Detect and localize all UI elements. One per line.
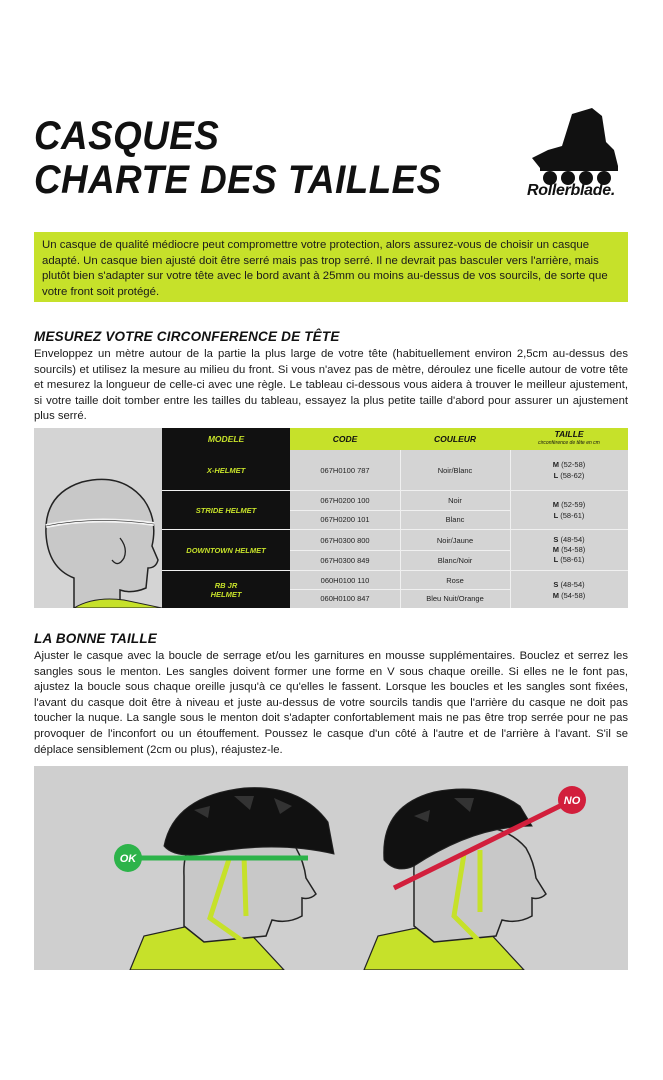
head-measure-illustration — [34, 428, 162, 608]
intro-box: Un casque de qualité médiocre peut compromettre votre protection, alors assurez-vous de choisir un casque adapté. Un casque bien ajusté doit être serré mais pas trop serré. Il ne devrait pas basculer vers l'arrière, mais plutôt bien s'adapter sur votre tête avec le bord avant à 25mm ou moins au-dessus de vos sourcils, de sorte que votre front soit protégé. — [34, 232, 628, 302]
color-cell: Blanc/Noir — [437, 555, 473, 565]
color-cell: Rose — [446, 575, 464, 585]
header-size — [510, 428, 628, 450]
measure-body: Enveloppez un mètre autour de la partie la plus large de votre tête (habituellement environ 2,5cm au-dessus des sourcils) et utilisez la mesure au milieu du front. Si vous n'avez pas de mètre, déroulez une ficelle autour de votre tête et mesurez la longueur de celle-ci avec une règle. Le tableau ci-dessous vous aidera à trouver le meilleur ajustement, si votre taille doit tomber entre les tailles du tableau, essayez la plus petite taille d'abord pour assurer un ajustement plus serré. — [34, 348, 628, 423]
page-title — [34, 114, 442, 202]
ok-label: OK — [119, 853, 137, 865]
measure-heading: MESUREZ VOTRE CIRCONFERENCE DE TÊTE — [34, 329, 340, 344]
color-cell: Blanc — [445, 515, 465, 524]
code-cell: 060H0100 110 — [320, 575, 370, 585]
code-cell: 067H0300 849 — [320, 555, 370, 565]
code-cell: 067H0200 101 — [320, 515, 370, 524]
size-entry: M (52-58) — [552, 460, 586, 469]
size-cell-rb-jr — [510, 571, 628, 608]
fit-body: Ajuster le casque avec la boucle de serrage et/ou les garnitures en mousse supplémentaires. Bouclez et serrez les sangles sous le menton. Les sangles doivent former une forme en V sous chaque oreille. Si elles ne le font pas, ajustez la boucle sous chaque oreille jusqu'à ce qu'elles le fassent. Lorsque les boucles et les sangles sont fixées, l'avant du casque doit être à niveau et juste au-dessus de votre sourcils tandis que l'arrière du casque ne doit pas toucher la nuque. La sangle sous le menton doit s'adapter confortablement mais ne pas être trop serrée pour ne pas provoquer de l'inconfort ou un étouffement. Poussez le casque d'un côté à l'autre et de l'arrière à l'avant. S'il se déplace sensiblement (2cm ou plus), réajustez-le. — [34, 650, 628, 756]
header-size-label: TAILLE — [554, 429, 584, 439]
code-cell: 067H0100 787 — [320, 465, 370, 475]
brand-name: Rollerblade. — [527, 182, 615, 199]
size-cell-x-helmet — [510, 450, 628, 490]
code-cell: 067H0200 100 — [320, 496, 370, 505]
code-cell: 060H0100 847 — [320, 594, 370, 603]
header-code: CODE — [290, 428, 400, 450]
model-stride-helmet: STRIDE HELMET — [162, 491, 290, 529]
fit-heading: LA BONNE TAILLE — [34, 631, 157, 646]
color-cell: Noir — [448, 496, 462, 505]
size-table — [162, 428, 628, 608]
header-color: COULEUR — [400, 428, 510, 450]
model-rb-jr-helmet: RB JR HELMET — [162, 571, 290, 608]
header-model: MODELE — [162, 428, 290, 450]
size-entry: L (58-62) — [553, 471, 585, 480]
code-cell: 067H0300 800 — [320, 535, 370, 545]
model-downtown-helmet: DOWNTOWN HELMET — [162, 530, 290, 570]
size-entry: M (54-58) — [552, 545, 586, 554]
size-cell-downtown — [510, 530, 628, 570]
size-entry: S (48-54) — [553, 535, 585, 544]
size-entry: L (58-61) — [553, 555, 585, 564]
size-entry: M (54-58) — [552, 590, 586, 600]
title-line-2: CHARTE DES TAILLES — [34, 158, 442, 202]
header-size-note: circonférence de tête en cm — [538, 440, 600, 446]
size-cell-stride — [510, 491, 628, 529]
no-label: NO — [563, 795, 581, 807]
size-entry: L (58-61) — [553, 511, 585, 520]
size-entry: M (52-59) — [552, 500, 586, 509]
color-cell: Bleu Nuit/Orange — [426, 594, 484, 603]
size-entry: S (48-54) — [553, 579, 585, 589]
color-cell: Noir/Blanc — [437, 465, 473, 475]
color-cell: Noir/Jaune — [436, 535, 474, 545]
title-line-1: CASQUES — [34, 114, 220, 158]
helmet-fit-illustration — [34, 766, 628, 970]
model-x-helmet: X-HELMET — [162, 450, 290, 490]
